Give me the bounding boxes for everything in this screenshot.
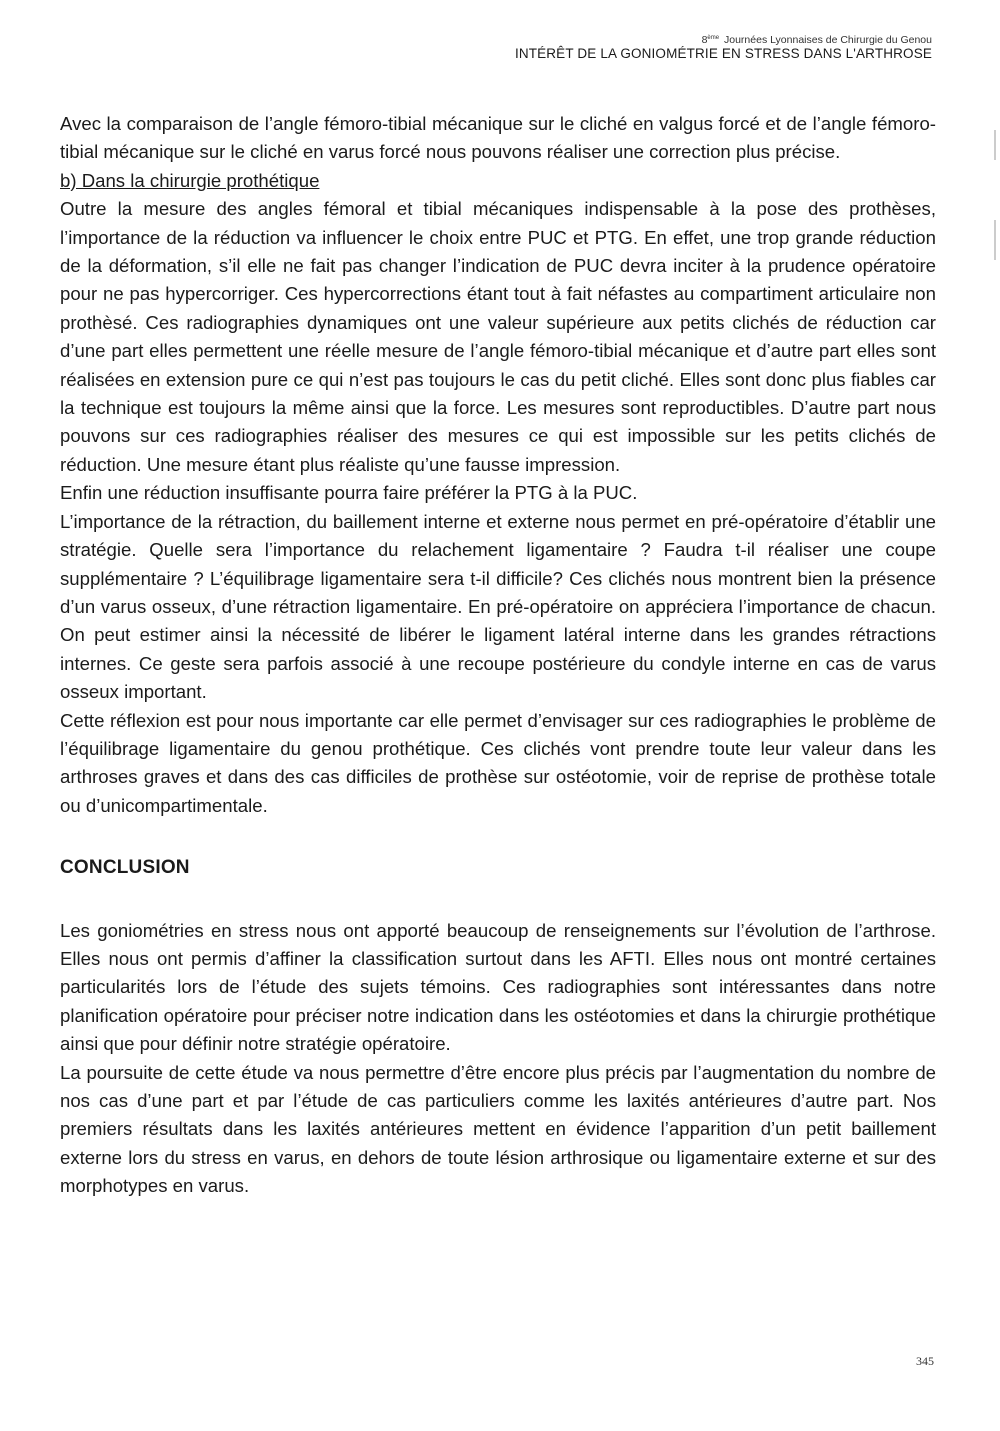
conclusion-heading: CONCLUSION (60, 857, 190, 879)
section-subheading: b) Dans la chirurgie prothétique (60, 169, 320, 191)
paragraph: Outre la mesure des angles fémoral et tibial mécaniques indispensable à la pose des prothèses, l’importance de la réduction va influencer le choix entre PUC et PTG. En effet, une trop grande réduction de la déformation, s’il elle ne fait pas changer l’indication de PUC devra inciter à la prudence opératoire pour ne pas hypercorriger. Ces hypercorrections étant tout à fait néfastes au compartiment articulaire non prothèsé. Ces radiographies dynamiques ont une valeur supérieure aux petits clichés de réduction car d’une part elles permettent une réelle mesure de l’angle fémoro-tibial mécanique et d’autre part elles sont réalisées en extension pure ce qui n’est pas toujours le cas du petit cliché. Elles sont donc plus fiables car la technique est toujours la même ainsi que la force. Les mesures sont reproductibles. D’autre part nous pouvons sur ces radiographies réaliser des mesures ce qui est impossible sur les petits clichés de réduction. Une mesure étant plus réaliste qu’une fausse impression. (60, 198, 936, 475)
edition-number: 8 (701, 34, 708, 46)
page-number: 345 (916, 1354, 934, 1368)
conclusion-paragraph: La poursuite de cette étude va nous permettre d’être encore plus précis par l’augmentation du nombre de nos cas d’une part et par l’étude de cas particuliers comme les laxités antérieures d’autre part. Nos premiers résultats dans les laxités antérieures mettent en évidence l’apparition d’un petit baillement externe lors du stress en varus, en dehors de toute lésion arthrosique ou ligamentaire externe et sur des morphotypes en varus. (60, 1061, 936, 1197)
conference-name: Journées Lyonnaises de Chirurgie du Genou (721, 34, 932, 46)
paragraph: Avec la comparaison de l’angle fémoro-tibial mécanique sur le cliché en valgus forcé et de l’angle fémoro-tibial mécanique sur le cliché en varus forcé nous pouvons réaliser une correction plus précise. (60, 113, 936, 163)
paragraph: L’importance de la rétraction, du baillement interne et externe nous permet en pré-opératoire d’établir une stratégie. Quelle sera l’importance du relachement ligamentaire ? Faudra t-il réaliser une coupe supplémentaire ? L’équilibrage ligamentaire sera t-il difficile? Ces clichés nous montrent bien la présence d’un varus osseux, d’une rétraction ligamentaire. En pré-opératoire on appréciera l’importance de chacun. On peut estimer ainsi la nécessité de libérer le ligament latéral interne dans les grandes rétractions internes. Ce geste sera parfois associé à une recoupe postérieure du condyle interne en cas de varus osseux important. (60, 510, 936, 703)
edition-suffix: ème (707, 34, 720, 41)
conference-title (515, 34, 932, 46)
running-head (515, 34, 932, 62)
article-body (60, 110, 936, 1201)
scan-margin-marks (994, 130, 1000, 320)
paragraph: Enfin une réduction insuffisante pourra faire préférer la PTG à la PUC. (60, 482, 638, 504)
conclusion-paragraph: Les goniométries en stress nous ont apporté beaucoup de renseignements sur l’évolution de l’arthrose. Elles nous ont permis d’affiner la classification surtout dans les AFTI. Elles nous ont montré certaines particularités lors de l’étude des sujets témoins. Ces radiographies sont intéressantes dans notre planification opératoire pour préciser notre indication dans les ostéotomies et dans la chirurgie prothétique ainsi que pour définir notre stratégie opératoire. (60, 919, 936, 1055)
article-title: INTÉRÊT DE LA GONIOMÉTRIE EN STRESS DANS L'ARTHROSE (514, 46, 932, 62)
paragraph: Cette réflexion est pour nous importante car elle permet d’envisager sur ces radiographies le problème de l’équilibrage ligamentaire du genou prothétique. Ces clichés vont prendre toute leur valeur dans les arthroses graves et dans des cas difficiles de prothèse sur ostéotomie, voir de reprise de prothèse totale ou d’unicompartimentale. (60, 709, 936, 816)
